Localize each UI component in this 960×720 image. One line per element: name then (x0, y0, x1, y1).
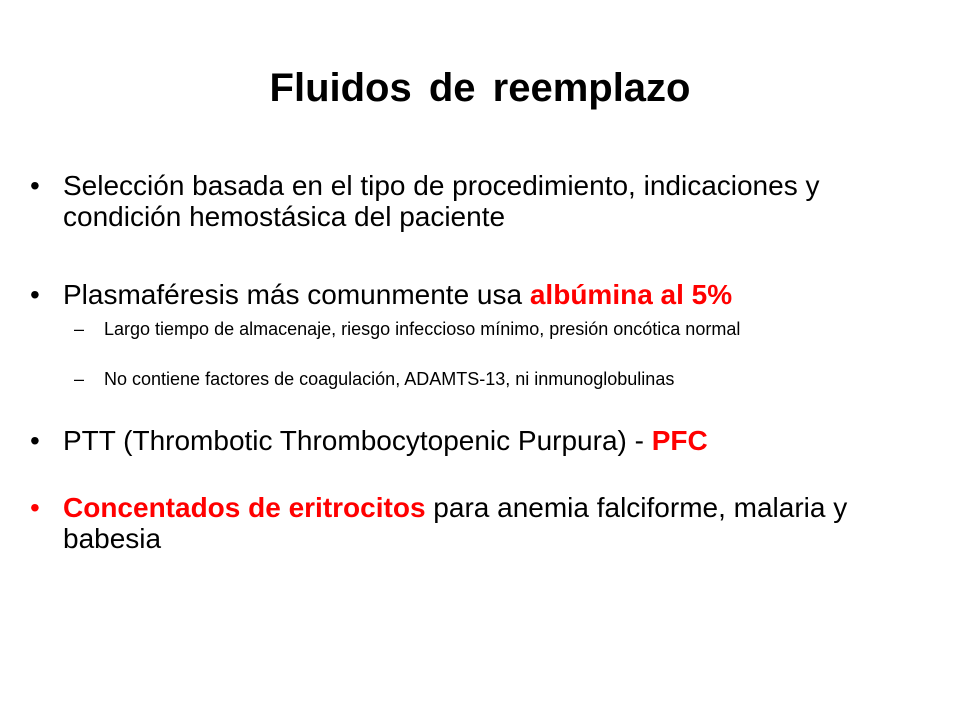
bullet-item (30, 279, 945, 310)
bullet-icon: • (30, 425, 40, 456)
bullet-text-prefix: PTT (Thrombotic Thrombocytopenic Purpura) - (63, 425, 652, 456)
bullet-item (30, 425, 945, 456)
bullet-text-suffix: para anemia falciforme, malaria y babesia (63, 492, 848, 554)
highlight-text: PFC (651, 425, 708, 456)
bullet-item (30, 492, 945, 554)
highlight-text: Concentados de eritrocitos (63, 492, 426, 523)
highlight-text: albúmina al 5% (529, 279, 733, 310)
bullet-icon: • (30, 170, 40, 201)
sub-bullet-text: Largo tiempo de almacenaje, riesgo infeccioso mínimo, presión oncótica normal (104, 319, 741, 339)
dash-icon: – (74, 369, 85, 389)
bullet-text: Selección basada en el tipo de procedimiento, indicaciones y condición hemostásica del paciente (63, 170, 820, 232)
bullet-text-prefix: Plasmaféresis más comunmente usa (63, 279, 530, 310)
bullet-text (63, 425, 945, 456)
sub-bullet-item (74, 319, 894, 339)
bullet-text (63, 492, 945, 554)
bullet-text (63, 279, 945, 310)
sub-bullet-text: No contiene factores de coagulación, ADAMTS-13, ni inmunoglobulinas (104, 369, 675, 389)
dash-icon: – (74, 319, 85, 339)
bullet-item (30, 170, 945, 232)
slide-title: Fluidos de reemplazo (269, 66, 691, 110)
sub-bullet-item (74, 369, 894, 389)
bullet-icon: • (30, 279, 40, 310)
bullet-icon: • (30, 492, 40, 523)
